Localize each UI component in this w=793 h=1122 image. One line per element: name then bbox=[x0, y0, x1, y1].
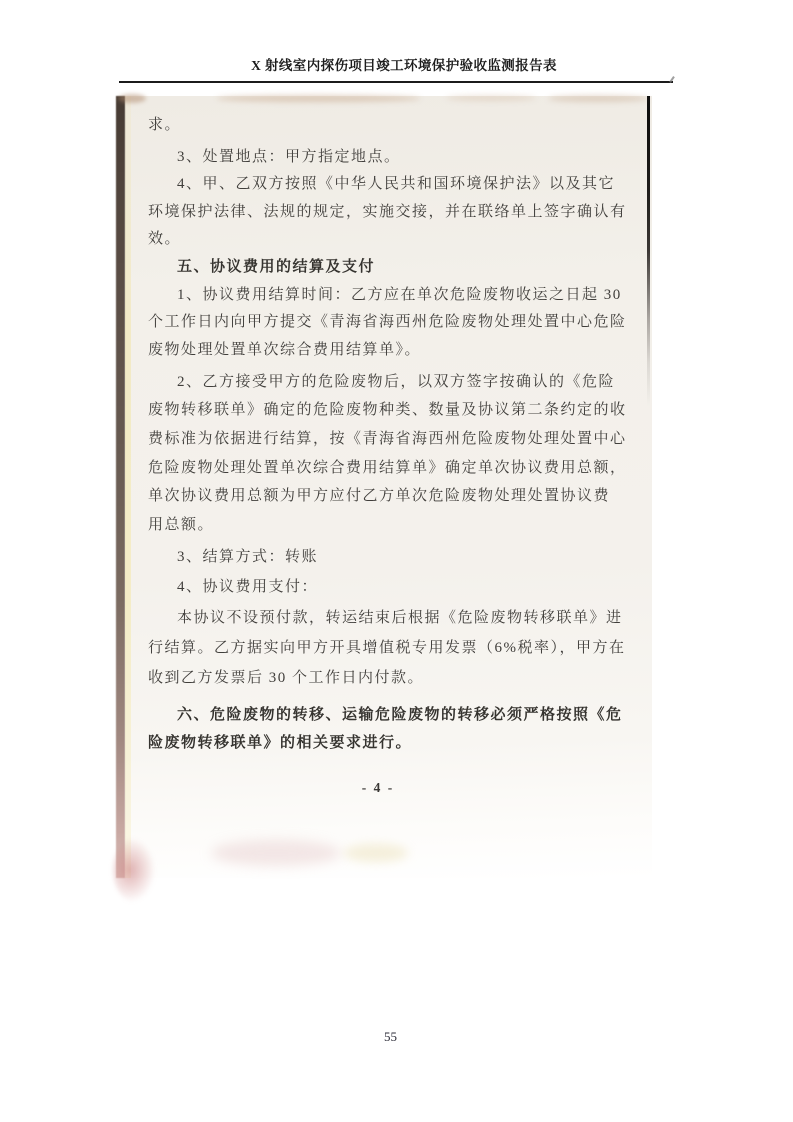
contract-line: 个工作日内向甲方提交《青海省海西州危险废物处理处置中心危险 bbox=[148, 314, 627, 330]
contract-section-heading: 五、协议费用的结算及支付 bbox=[177, 259, 376, 275]
contract-line: 1、协议费用结算时间：乙方应在单次危险废物收运之日起 30 bbox=[177, 287, 622, 303]
scan-page-number: - 4 - bbox=[361, 780, 395, 795]
contract-line: 4、协议费用支付： bbox=[177, 579, 319, 595]
contract-line: 3、处置地点：甲方指定地点。 bbox=[177, 149, 401, 165]
contract-line: 效。 bbox=[148, 231, 182, 247]
contract-section-heading: 六、危险废物的转移、运输危险废物的转移必须严格按照《危 bbox=[177, 707, 623, 723]
contract-line: 费标准为依据进行结算，按《青海省海西州危险废物处理处置中心 bbox=[148, 431, 627, 447]
contract-text bbox=[116, 96, 652, 878]
header-divider bbox=[119, 81, 673, 83]
contract-line: 危险废物处理处置单次综合费用结算单》确定单次协议费用总额， bbox=[148, 460, 627, 476]
contract-line: 求。 bbox=[148, 117, 182, 133]
contract-line: 2、乙方接受甲方的危险废物后，以双方签字按确认的《危险 bbox=[177, 374, 616, 390]
contract-line: 3、结算方式：转账 bbox=[177, 549, 319, 565]
contract-line: 4、甲、乙双方按照《中华人民共和国环境保护法》以及其它 bbox=[177, 176, 616, 192]
scanned-contract-page bbox=[116, 96, 652, 878]
contract-line: 环境保护法律、法规的规定，实施交接，并在联络单上签字确认有 bbox=[148, 204, 627, 220]
contract-line: 单次协议费用总额为甲方应付乙方单次危险废物处理处置协议费 bbox=[148, 488, 611, 504]
contract-line: 废物处理处置单次综合费用结算单》。 bbox=[148, 342, 422, 358]
contract-line: 用总额。 bbox=[148, 517, 215, 533]
contract-line: 本协议不设预付款，转运结束后根据《危险废物转移联单》进 bbox=[177, 610, 623, 626]
contract-line: 行结算。乙方据实向甲方开具增值税专用发票（6%税率），甲方在 bbox=[148, 640, 626, 656]
contract-line: 收到乙方发票后 30 个工作日内付款。 bbox=[148, 670, 425, 686]
report-page-number: 55 bbox=[384, 1029, 397, 1044]
report-header-title: X 射线室内探伤项目竣工环境保护验收监测报告表 bbox=[251, 58, 557, 73]
contract-section-heading: 险废物转移联单》的相关要求进行。 bbox=[148, 735, 413, 751]
contract-line: 废物转移联单》确定的危险废物种类、数量及协议第二条约定的收 bbox=[148, 402, 627, 418]
